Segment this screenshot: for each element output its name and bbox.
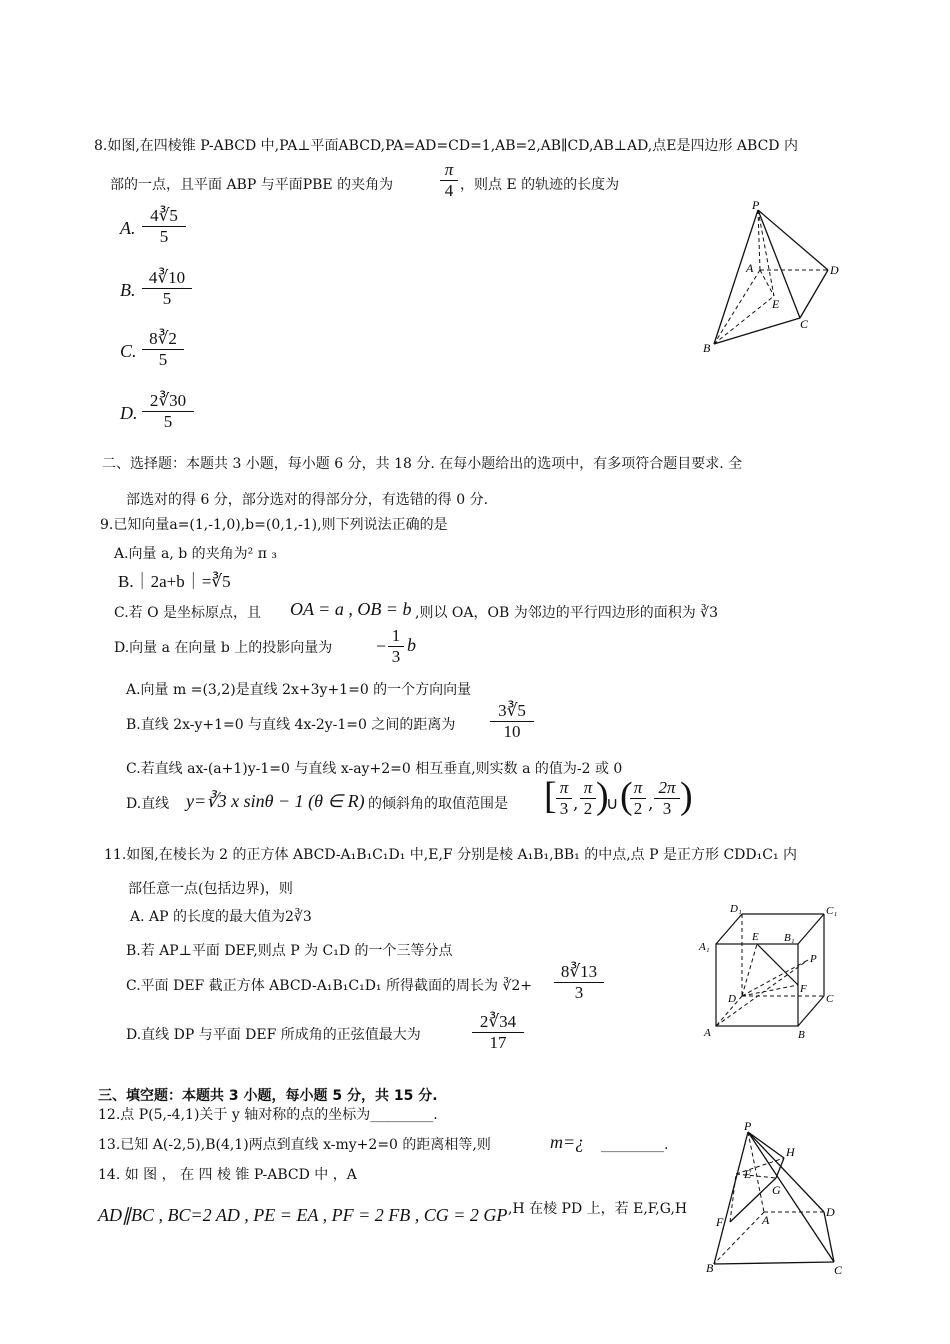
q9-stem: 9.已知向量a=(1,-1,0),b=(0,1,-1),则下列说法正确的是 <box>100 517 448 533</box>
q11-cube-figure <box>696 896 846 1046</box>
fraction-numerator: π <box>444 160 454 179</box>
q11-option-d-fraction <box>472 1012 524 1053</box>
q8-fig-label-e: E <box>772 297 780 311</box>
option-label: B. <box>120 280 136 300</box>
fraction-numerator: 8∛2 <box>149 329 177 348</box>
q14-fig-label-e: E <box>744 1167 752 1181</box>
bracket-left: [ <box>544 775 557 817</box>
range-comma: , <box>573 794 579 814</box>
q11-option-c-pre: C.平面 DEF 截正方体 ABCD-A₁B₁C₁D₁ 所得截面的周长为 ∛2+ <box>126 978 532 994</box>
q14-fig-label-h: H <box>786 1145 795 1159</box>
q10-option-b-pre: B.直线 2x-y+1=0 与直线 4x-2y-1=0 之间的距离为 <box>126 717 456 733</box>
q14-fig-label-b: B <box>706 1261 714 1275</box>
fraction-numerator: π <box>633 778 643 797</box>
q10-option-d-post: 的倾斜角的取值范围是 <box>368 796 508 812</box>
q8-fig-label-d: D <box>830 263 839 277</box>
q11-fig-label-c1: C₁ <box>826 905 838 917</box>
fraction-denominator: 5 <box>142 288 192 309</box>
fraction-denominator: 3 <box>554 982 604 1003</box>
q13-pre: 13.已知 A(-2,5),B(4,1)两点到直线 x-my+2=0 的距离相等,则 <box>98 1137 491 1153</box>
option-fraction <box>142 391 194 432</box>
fraction-numerator: 3∛5 <box>498 701 526 720</box>
q8-fig-label-p: P <box>752 198 760 212</box>
q14-math: AD∥BC , BC=2 AD , PE = EA , PF = 2 FB , CG = 2 GP <box>98 1205 508 1225</box>
fraction-denominator: 5 <box>142 411 194 432</box>
range-fraction-3 <box>630 778 646 819</box>
fraction-numerator: 1 <box>391 626 401 645</box>
q8-pyramid-figure <box>700 196 850 356</box>
q11-option-b: B.若 AP⊥平面 DEF,则点 P 为 C₁D 的一个三等分点 <box>126 943 453 959</box>
q11-stem-line2: 部任意一点(包括边界)，则 <box>128 881 293 897</box>
q8-angle-fraction <box>440 160 458 201</box>
q8-stem-line2a: 部的一点，且平面 ABP 与平面PBE 的夹角为 <box>110 177 394 193</box>
section2-line2: 部选对的得 6 分，部分选对的得部分分，有选错的得 0 分. <box>126 492 489 508</box>
fraction-denominator: 17 <box>472 1032 524 1053</box>
fraction-numerator: 8∛13 <box>560 962 598 981</box>
fraction-denominator: 3 <box>556 798 572 819</box>
q11-fig-label-d: D <box>728 993 736 1005</box>
range-fraction-2 <box>580 778 596 819</box>
fraction-denominator: 5 <box>142 349 184 370</box>
q10-option-c: C.若直线 ax-(a+1)y-1=0 与直线 x-ay+2=0 相互垂直,则实数 a 的值为-2 或 0 <box>126 761 623 777</box>
range-fraction-1 <box>556 778 572 819</box>
q14-fig-label-d: D <box>826 1205 835 1219</box>
fraction-numerator: 2∛34 <box>479 1012 517 1031</box>
section2-line1: 二、选择题：本题共 3 小题，每小题 6 分，共 18 分. 在每小题给出的选项中，有多项符合题目要求. 全 <box>102 456 743 472</box>
option-label: C. <box>120 341 137 361</box>
q8-fig-label-b: B <box>703 341 711 355</box>
q11-option-a: A. AP 的长度的最大值为2∛3 <box>130 909 312 925</box>
q10-option-b-fraction <box>490 701 534 742</box>
q11-fig-label-c: C <box>826 993 834 1005</box>
q9-option-d-post: b <box>407 635 416 655</box>
q11-fig-label-e: E <box>752 931 759 943</box>
q14-fig-label-f: F <box>716 1215 724 1229</box>
q14-fig-label-p: P <box>744 1119 752 1133</box>
fraction-denominator: 4 <box>440 180 458 201</box>
q9-option-c-pre: C.若 O 是坐标原点，且 <box>114 605 262 621</box>
fraction-denominator: 3 <box>388 646 404 667</box>
q11-fig-label-b: B <box>798 1029 805 1041</box>
q10-option-d-math: y=∛3 x sinθ − 1 (θ ∈ R) <box>186 791 365 811</box>
q11-option-d-pre: D.直线 DP 与平面 DEF 所成角的正弦值最大为 <box>126 1027 421 1043</box>
q11-fig-label-p: P <box>810 953 817 965</box>
q11-fig-label-f: F <box>800 983 807 995</box>
q9-option-c-math: OA = a , OB = b <box>290 599 412 619</box>
fraction-denominator: 10 <box>490 721 534 742</box>
q10-option-a: A.向量 m =(3,2)是直线 2x+3y+1=0 的一个方向向量 <box>126 682 472 698</box>
q9-option-d-neg: − <box>376 636 387 656</box>
q13-post: _________. <box>601 1137 669 1153</box>
q14-fig-label-g: G <box>772 1183 781 1197</box>
q14-pyramid-figure <box>700 1118 850 1278</box>
q11-fig-label-b1: B₁ <box>784 932 795 944</box>
q9-option-d-fraction <box>388 626 404 667</box>
fraction-denominator: 2 <box>630 798 646 819</box>
q10-option-d-pre: D.直线 <box>126 796 170 812</box>
option-label: D. <box>120 403 138 423</box>
range-fraction-4 <box>654 778 680 819</box>
q11-fig-label-a: A <box>704 1027 711 1039</box>
union-symbol: ∪ <box>606 794 619 813</box>
q11-fig-label-d1: D₁ <box>730 903 742 915</box>
q13-math: m=¿ <box>550 1132 585 1152</box>
fraction-numerator: 2∛30 <box>149 391 187 410</box>
range-comma: , <box>648 794 654 814</box>
q11-option-c-fraction <box>554 962 604 1003</box>
option-label: A. <box>120 218 136 238</box>
q9-option-a: A.向量 a, b 的夹角为² π ₃ <box>114 546 277 562</box>
fraction-denominator: 3 <box>654 798 680 819</box>
q8-fig-label-a: A <box>746 261 754 275</box>
fraction-numerator: 4∛5 <box>150 206 178 225</box>
option-fraction <box>142 206 186 247</box>
q14-post: ,H 在棱 PD 上，若 E,F,G,H <box>508 1201 688 1217</box>
fraction-numerator: 2π <box>658 778 676 797</box>
q9-option-d-pre: D.向量 a 在向量 b 上的投影向量为 <box>114 640 333 656</box>
q8-stem-line2b: ，则点 E 的轨迹的长度为 <box>460 177 620 193</box>
paren-right: ) <box>596 775 609 817</box>
option-fraction <box>142 268 192 309</box>
q9-option-b: B.｜2a+b｜=∛5 <box>118 572 231 591</box>
paren-left: ( <box>620 775 633 817</box>
q11-fig-label-a1: A₁ <box>699 941 710 953</box>
option-fraction <box>142 329 184 370</box>
fraction-numerator: π <box>559 778 569 797</box>
fraction-denominator: 5 <box>142 226 186 247</box>
section3-title: 三、填空题：本题共 3 小题，每小题 5 分，共 15 分. <box>98 1088 438 1104</box>
q8-fig-label-c: C <box>800 317 809 331</box>
paren-right: ) <box>680 775 693 817</box>
fraction-numerator: π <box>583 778 593 797</box>
q14-line1: 14. 如 图 ， 在 四 棱 锥 P-ABCD 中 ，A <box>98 1167 357 1183</box>
q12-text: 12.点 P(5,-4,1)关于 y 轴对称的点的坐标为_________. <box>98 1107 438 1123</box>
q14-fig-label-a: A <box>762 1213 770 1227</box>
fraction-numerator: 4∛10 <box>148 268 186 287</box>
fraction-denominator: 2 <box>580 798 596 819</box>
q8-stem-line1: 8.如图,在四棱锥 P-ABCD 中,PA⊥平面ABCD,PA=AD=CD=1,AB=2,AB∥CD,AB⊥AD,点E是四边形 ABCD 内 <box>94 138 798 154</box>
q11-stem-line1: 11.如图,在棱长为 2 的正方体 ABCD-A₁B₁C₁D₁ 中,E,F 分别是棱 A₁B₁,BB₁ 的中点,点 P 是正方形 CDD₁C₁ 内 <box>104 847 798 863</box>
q9-option-c-post: ,则以 OA，OB 为邻边的平行四边形的面积为 ∛3 <box>415 605 718 621</box>
q14-fig-label-c: C <box>834 1263 843 1277</box>
